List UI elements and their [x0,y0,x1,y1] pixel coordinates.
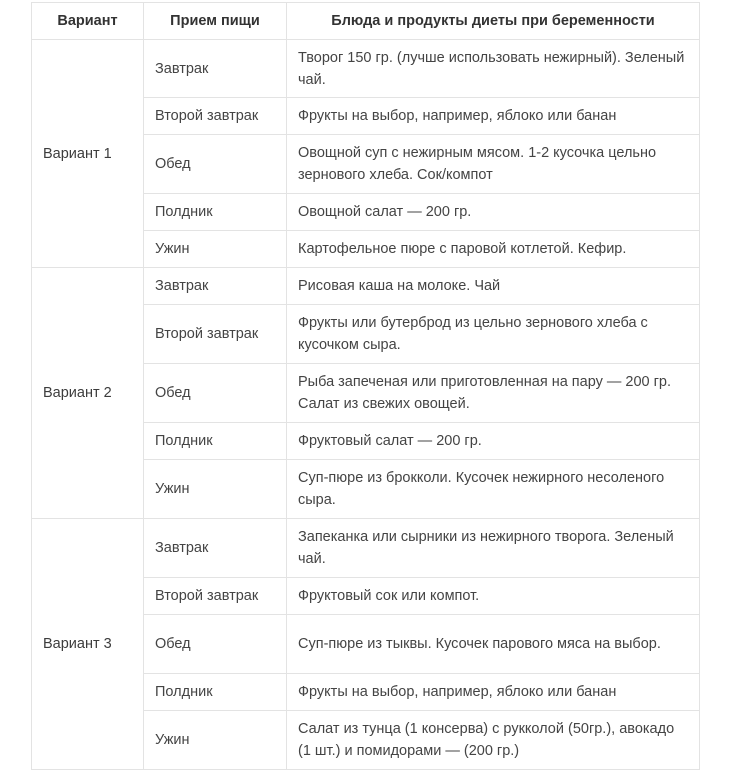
table-body [32,40,700,770]
header-row [32,3,700,40]
dish-cell: Фруктовый салат — 200 гр. [287,423,700,460]
meal-cell: Ужин [144,711,287,770]
dish-cell: Суп-пюре из тыквы. Кусочек парового мяса на выбор. [287,615,700,674]
meal-cell: Завтрак [144,40,287,98]
header-variant: Вариант [32,3,144,40]
header-meal: Прием пищи [144,3,287,40]
meal-cell: Завтрак [144,519,287,578]
dish-cell: Творог 150 гр. (лучше использовать нежирный). Зеленый чай. [287,40,700,98]
meal-cell: Ужин [144,460,287,519]
dish-cell: Картофельное пюре с паровой котлетой. Кефир. [287,231,700,268]
dish-cell: Суп-пюре из брокколи. Кусочек нежирного несоленого сыра. [287,460,700,519]
table-header [32,3,700,40]
meal-cell: Полдник [144,674,287,711]
meal-cell: Обед [144,615,287,674]
meal-cell: Второй завтрак [144,578,287,615]
table-row [32,268,700,305]
meal-cell: Обед [144,135,287,194]
meal-cell: Ужин [144,231,287,268]
dish-cell: Салат из тунца (1 консерва) с рукколой (50гр.), авокадо (1 шт.) и помидорами — (200 гр.) [287,711,700,770]
dish-cell: Фрукты на выбор, например, яблоко или банан [287,674,700,711]
dish-cell: Рисовая каша на молоке. Чай [287,268,700,305]
table-row [32,40,700,98]
dish-cell: Рыба запеченая или приготовленная на пару — 200 гр. Салат из свежих овощей. [287,364,700,423]
dish-cell: Овощной суп с нежирным мясом. 1-2 кусочка цельно зернового хлеба. Сок/компот [287,135,700,194]
diet-table [31,2,700,770]
meal-cell: Полдник [144,423,287,460]
dish-cell: Фруктовый сок или компот. [287,578,700,615]
header-dishes: Блюда и продукты диеты при беременности [287,3,700,40]
dish-cell: Фрукты или бутерброд из цельно зернового хлеба с кусочком сыра. [287,305,700,364]
meal-cell: Завтрак [144,268,287,305]
meal-cell: Второй завтрак [144,98,287,135]
variant-cell: Вариант 1 [32,40,144,268]
dish-cell: Овощной салат — 200 гр. [287,194,700,231]
table-row [32,519,700,578]
variant-cell: Вариант 3 [32,519,144,770]
meal-cell: Обед [144,364,287,423]
meal-cell: Второй завтрак [144,305,287,364]
meal-cell: Полдник [144,194,287,231]
variant-cell: Вариант 2 [32,268,144,519]
dish-cell: Фрукты на выбор, например, яблоко или банан [287,98,700,135]
dish-cell: Запеканка или сырники из нежирного творога. Зеленый чай. [287,519,700,578]
